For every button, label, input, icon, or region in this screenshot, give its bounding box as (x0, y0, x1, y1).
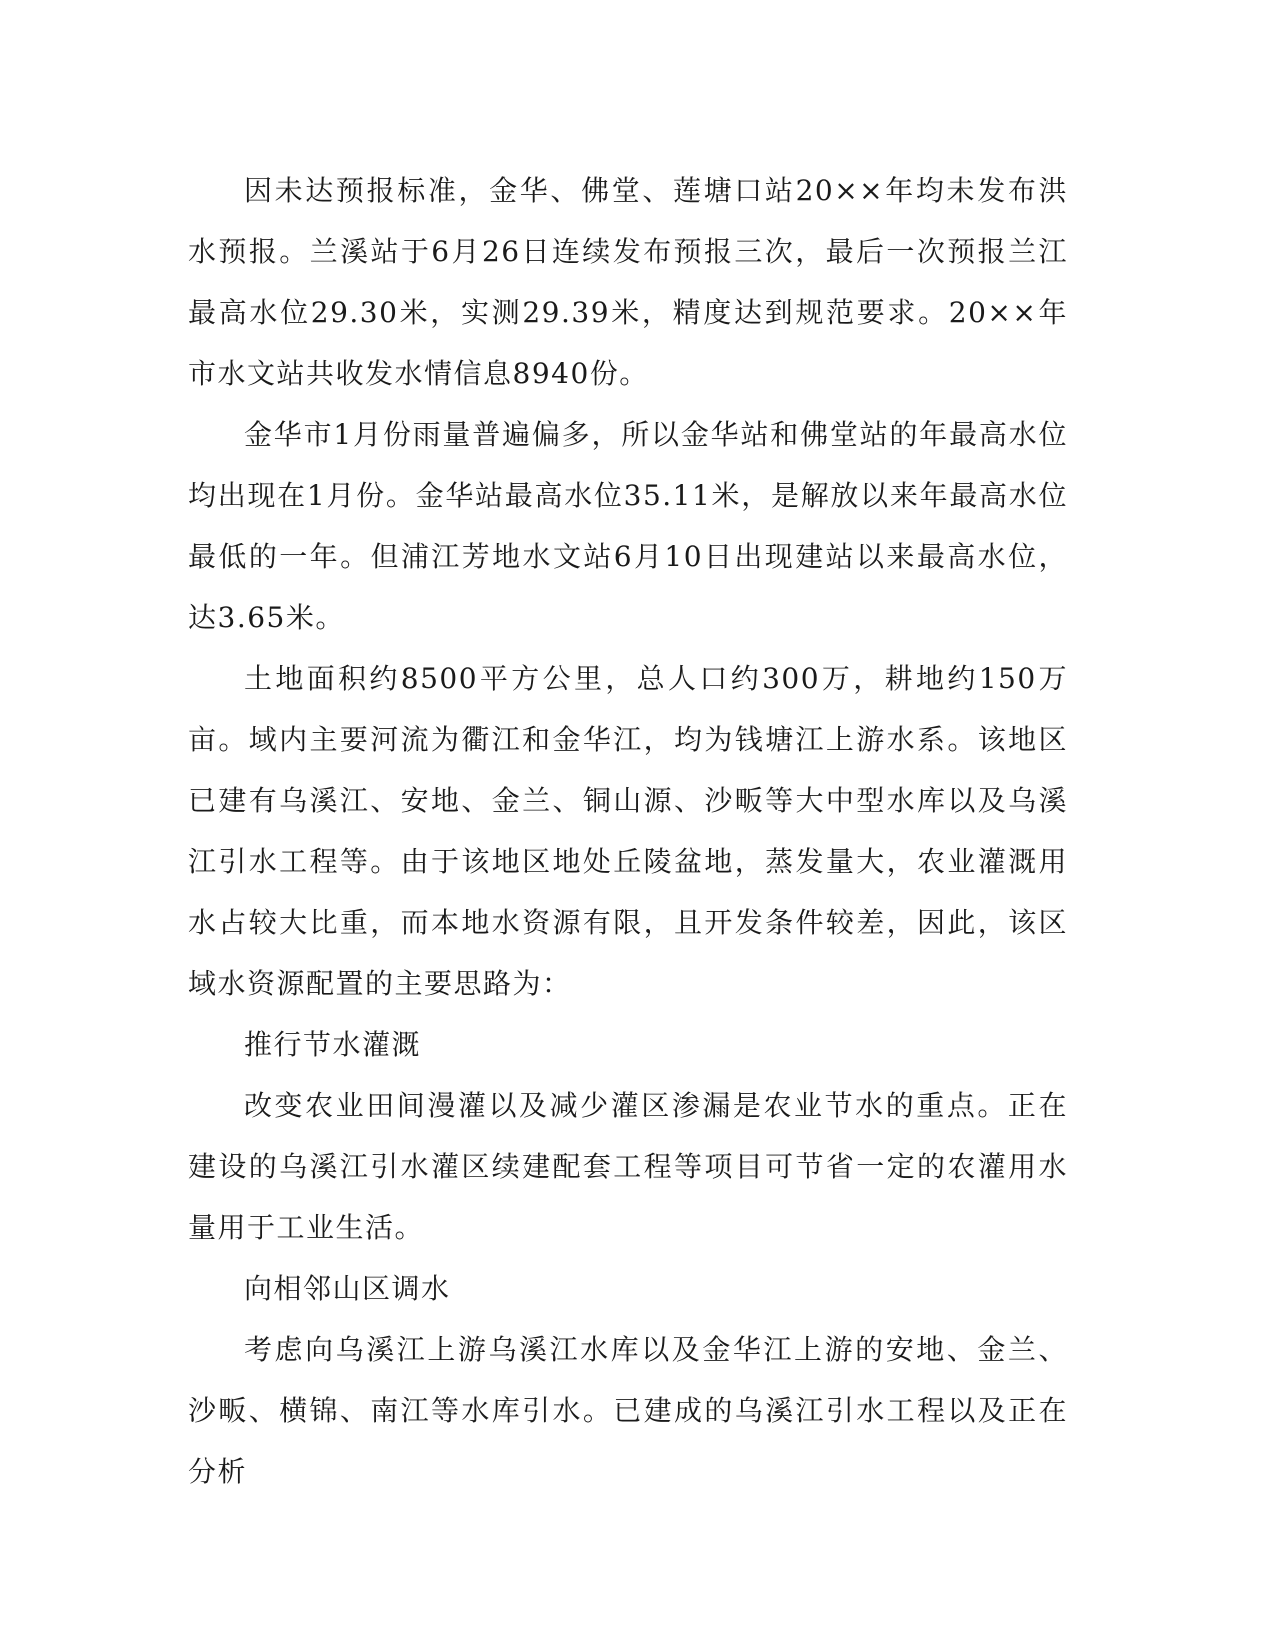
paragraph-water-saving: 改变农业田间漫灌以及减少灌区渗漏是农业节水的重点。正在建设的乌溪江引水灌区续建配套工程等项目可节省一定的农灌用水量用于工业生活。 (188, 1089, 1068, 1244)
document-body (188, 160, 1068, 1502)
paragraph-flood-forecast: 因未达预报标准，金华、佛堂、莲塘口站20××年均未发布洪水预报。兰溪站于6月26日连续发布预报三次，最后一次预报兰江最高水位29.30米，实测29.39米，精度达到规范要求。20××年市水文站共收发水情信息8940份。 (188, 174, 1068, 390)
heading-water-saving-irrigation: 推行节水灌溉 (244, 1028, 422, 1061)
paragraph-region-overview: 土地面积约8500平方公里，总人口约300万，耕地约150万亩。域内主要河流为衢江和金华江，均为钱塘江上游水系。该地区已建有乌溪江、安地、金兰、铜山源、沙畈等大中型水库以及乌溪江引水工程等。由于该地区地处丘陵盆地，蒸发量大，农业灌溉用水占较大比重，而本地水资源有限，且开发条件较差，因此，该区域水资源配置的主要思路为： (188, 662, 1068, 1000)
heading-water-transfer: 向相邻山区调水 (244, 1272, 451, 1305)
paragraph-highest-water-level: 金华市1月份雨量普遍偏多，所以金华站和佛堂站的年最高水位均出现在1月份。金华站最高水位35.11米，是解放以来年最高水位最低的一年。但浦江芳地水文站6月10日出现建站以来最高水位，达3.65米。 (188, 418, 1068, 634)
paragraph-water-transfer: 考虑向乌溪江上游乌溪江水库以及金华江上游的安地、金兰、沙畈、横锦、南江等水库引水。已建成的乌溪江引水工程以及正在分析 (188, 1333, 1068, 1488)
